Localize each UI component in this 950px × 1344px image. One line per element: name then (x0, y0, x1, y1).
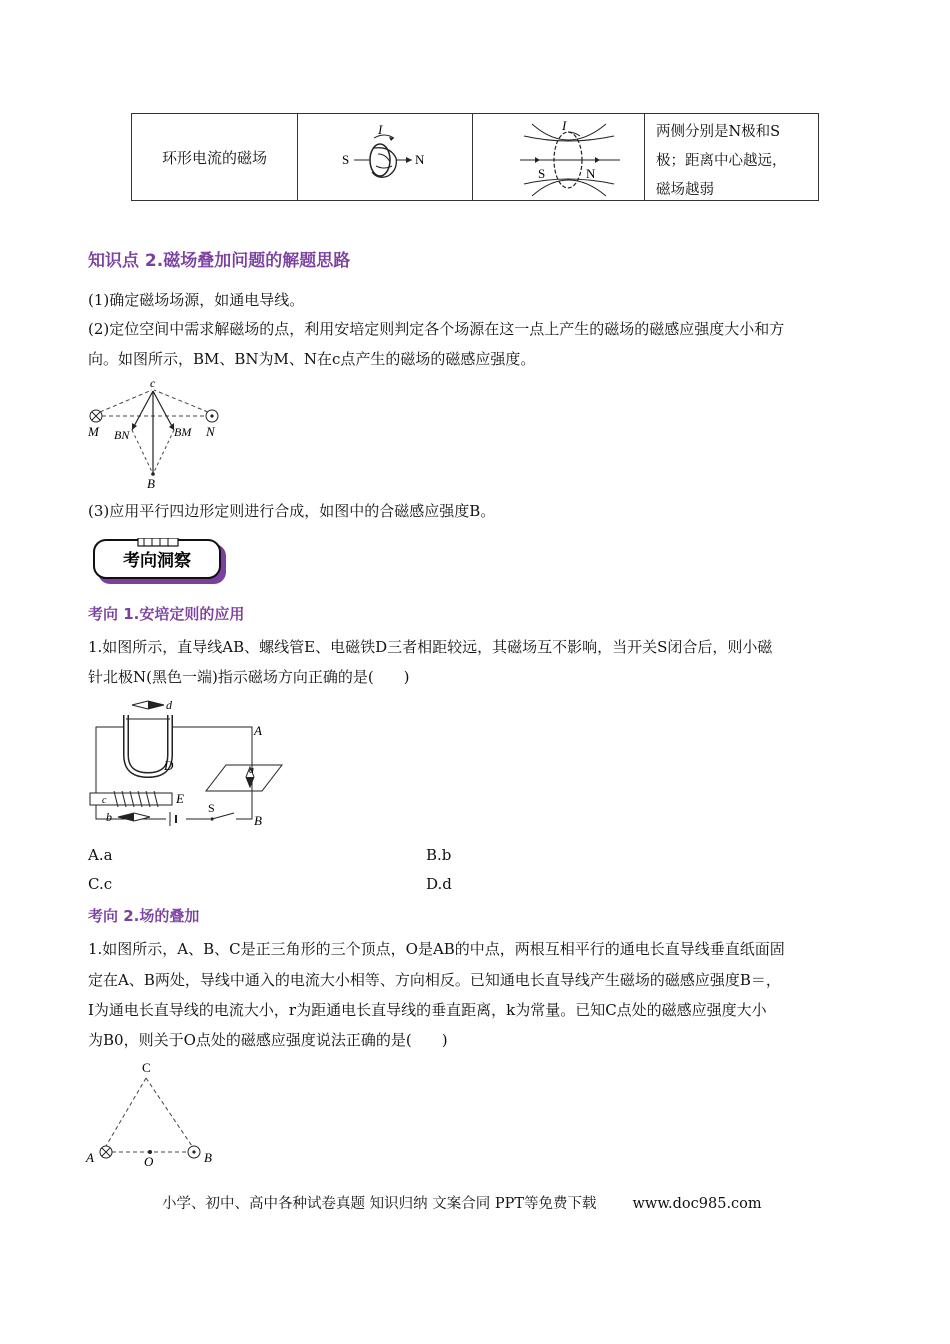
table-divider (297, 114, 298, 200)
label-d-small: d (166, 698, 172, 712)
table-divider (472, 114, 473, 200)
paragraph: (2)定位空间中需求解磁场的点，利用安培定则判定各个场源在这一点上产生的磁场的磁感应强度大小和方 (88, 320, 785, 338)
question-text: 1.如图所示，A、B、C是正三角形的三个顶点，O是AB的中点，两根互相平行的通电长直导线垂直纸面固 (88, 940, 785, 958)
topic-title: 考向 2.场的叠加 (88, 907, 200, 925)
option-c[interactable]: C.c (88, 875, 113, 893)
badge-label: 考向洞察 (123, 551, 191, 571)
footer-link[interactable]: www.doc985.com (632, 1196, 762, 1212)
field-table-row (131, 113, 819, 201)
label-s: S (208, 801, 215, 815)
footer-text: 小学、初中、高中各种试卷真题 知识归纳 文案合同 PPT等免费下载 (162, 1196, 597, 1212)
circuit-figure (86, 695, 286, 835)
desc-line: 两侧分别是N极和S (656, 124, 781, 140)
paragraph: (1)确定磁场场源，如通电导线。 (88, 291, 305, 309)
vector-bm (153, 391, 174, 430)
label-a-small: a (249, 765, 254, 776)
label-c: c (102, 795, 107, 806)
desc-line: 极；距离中心越远， (656, 153, 787, 169)
label-a: A (86, 1150, 94, 1165)
question-text: 定在A、B两处，导线中通入的电流大小相等、方向相反。已知通电长直导线产生磁场的磁感应强度B＝， (88, 971, 781, 989)
paragraph: 向。如图所示，BM、BN为M、N在c点产生的磁场的磁感应强度。 (88, 350, 536, 368)
question-text: 1.如图所示，直导线AB、螺线管E、电磁铁D三者相距较远，其磁场互不影响，当开关S闭合后，则小磁 (88, 638, 773, 656)
ring-current-hand-figure (332, 118, 442, 198)
label-b: B (147, 476, 155, 491)
label-d: D (164, 758, 174, 773)
field-superposition-figure (84, 376, 234, 492)
table-cell-desc (648, 118, 814, 205)
table-divider (644, 114, 645, 200)
question-text: 针北极N(黑色一端)指示磁场方向正确的是( ) (88, 668, 410, 686)
label-bn: BN (114, 428, 130, 442)
section-title: 知识点 2.磁场叠加问题的解题思路 (88, 251, 351, 271)
option-a[interactable]: A.a (88, 846, 113, 864)
fig1-label-i: I (378, 122, 383, 137)
paragraph: (3)应用平行四边形定则进行合成，如图中的合磁感应强度B。 (88, 502, 496, 520)
label-bm: BM (174, 425, 192, 439)
label-c: C (142, 1060, 151, 1075)
hand-outline (372, 148, 396, 178)
fig2-label-i: I (562, 118, 567, 133)
fig1-label-s: S (342, 152, 350, 167)
label-m: M (88, 424, 99, 439)
table-cell-name: 环形电流的磁场 (161, 148, 267, 167)
fig2-label-s: S (538, 166, 546, 181)
desc-line: 磁场越弱 (656, 182, 714, 198)
arrow-head (406, 157, 412, 163)
topic-title: 考向 1.安培定则的应用 (88, 605, 245, 623)
ring-current-field-figure (510, 116, 630, 198)
fig1-label-n: N (415, 152, 425, 167)
label-b-small: b (106, 810, 112, 824)
section-badge (92, 538, 230, 586)
footer (162, 1192, 762, 1213)
question-text: I为通电长直导线的电流大小，r为距通电长直导线的垂直距离，k为常量。已知C点处的磁感应强度大小 (88, 1001, 767, 1019)
label-c: c (150, 376, 156, 390)
label-o: O (144, 1154, 154, 1168)
question-text: 为B0，则关于O点处的磁感应强度说法正确的是( ) (88, 1031, 448, 1049)
option-b[interactable]: B.b (426, 846, 452, 864)
label-a-top: A (254, 723, 262, 738)
fig2-label-n: N (586, 166, 596, 181)
paper-plane (206, 765, 282, 791)
option-d[interactable]: D.d (426, 875, 452, 893)
label-n: N (206, 424, 215, 439)
label-b: B (204, 1150, 212, 1165)
label-b: B (254, 813, 262, 828)
label-e: E (176, 791, 184, 806)
triangle-figure (84, 1058, 224, 1168)
